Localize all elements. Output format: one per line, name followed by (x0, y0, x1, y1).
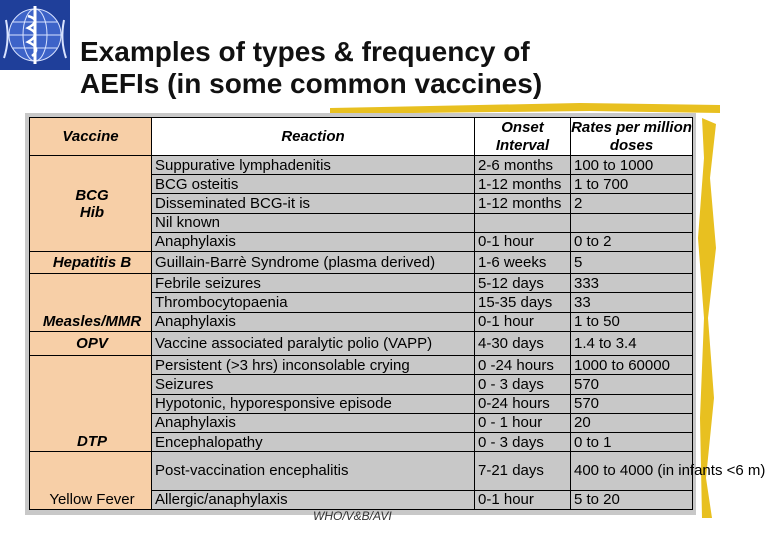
rate-cell: 20 (571, 413, 693, 432)
rate-cell: 5 (571, 252, 693, 274)
table-row (30, 356, 693, 375)
reaction-cell: Persistent (>3 hrs) inconsolable crying (152, 356, 475, 375)
table-row (30, 274, 693, 293)
vaccine-cell-hepatitis-b: Hepatitis B (30, 252, 152, 274)
vaccine-cell-measles-mmr (30, 274, 152, 332)
right-edge-decoration (696, 118, 720, 518)
rate-cell: 1000 to 60000 (571, 356, 693, 375)
vaccine-dtp: DTP (77, 433, 107, 451)
reaction-cell: Nil known (152, 213, 475, 232)
reaction-cell: Vaccine associated paralytic polio (VAPP) (152, 331, 475, 355)
onset-cell: 1-12 months (475, 194, 571, 213)
onset-cell: 5-12 days (475, 274, 571, 293)
reaction-cell: Guillain-Barrè Syndrome (plasma derived) (152, 252, 475, 274)
header-rates: Rates per million doses (571, 118, 692, 154)
rate-cell: 1 to 700 (571, 175, 693, 194)
reaction-cell: Suppurative lymphadenitis (152, 156, 475, 175)
rate-cell: 1.4 to 3.4 (571, 331, 693, 355)
title-line-1: Examples of types & frequency of (80, 36, 530, 67)
vaccine-cell-yellow-fever (30, 452, 152, 510)
reaction-cell: Post-vaccination encephalitis (152, 452, 475, 490)
onset-cell: 1-6 weeks (475, 252, 571, 274)
who-logo (0, 0, 70, 70)
onset-cell (475, 213, 571, 232)
reaction-cell: BCG osteitis (152, 175, 475, 194)
title-line-2: AEFIs (in some common vaccines) (80, 68, 543, 99)
reaction-cell: Anaphylaxis (152, 312, 475, 331)
rate-cell: 1 to 50 (571, 312, 693, 331)
vaccine-yellow-fever: Yellow Fever (49, 491, 135, 508)
vaccine-measles-mmr: Measles/MMR (42, 312, 142, 330)
reaction-cell: Disseminated BCG-it is (152, 194, 475, 213)
onset-cell: 15-35 days (475, 293, 571, 312)
reaction-cell: Seizures (152, 375, 475, 394)
onset-cell: 4-30 days (475, 331, 571, 355)
aefi-table (29, 117, 765, 510)
reaction-cell: Encephalopathy (152, 432, 475, 451)
table-row (30, 452, 693, 490)
rate-cell (571, 213, 693, 232)
vaccine-bcg: BCG (75, 186, 109, 204)
onset-cell: 0-1 hour (475, 312, 571, 331)
reaction-cell: Hypotonic, hyporesponsive episode (152, 394, 475, 413)
page-title (80, 36, 710, 100)
reaction-cell: Anaphylaxis (152, 232, 475, 251)
onset-cell: 1-12 months (475, 175, 571, 194)
vaccine-cell-dtp (30, 356, 152, 452)
onset-cell: 0-1 hour (475, 232, 571, 251)
vaccine-cell-opv: OPV (30, 331, 152, 355)
onset-cell: 7-21 days (475, 452, 571, 490)
reaction-cell: Anaphylaxis (152, 413, 475, 432)
rate-cell: 333 (571, 274, 693, 293)
rate-cell: 2 (571, 194, 693, 213)
onset-cell: 0-24 hours (475, 394, 571, 413)
vaccine-hib: Hib (79, 203, 105, 221)
reaction-cell: Thrombocytopaenia (152, 293, 475, 312)
rate-cell: 33 (571, 293, 693, 312)
rate-cell: 400 to 4000 (in infants <6 m) (571, 452, 693, 490)
rate-cell: 0 to 2 (571, 232, 693, 251)
table-row (30, 331, 693, 355)
onset-cell: 2-6 months (475, 156, 571, 175)
onset-cell: 0 -24 hours (475, 356, 571, 375)
header-vaccine: Vaccine (30, 118, 152, 156)
footer-source: WHO/V&B/AVI (313, 509, 392, 523)
onset-cell: 0 - 3 days (475, 432, 571, 451)
header-reaction: Reaction (152, 118, 475, 156)
vaccine-cell-bcg-hib (30, 156, 152, 252)
rate-cell: 570 (571, 394, 693, 413)
onset-cell: 0 - 3 days (475, 375, 571, 394)
rate-cell: 100 to 1000 (571, 156, 693, 175)
table-header-row (30, 118, 693, 156)
rate-cell: 0 to 1 (571, 432, 693, 451)
reaction-cell: Allergic/anaphylaxis (152, 490, 475, 509)
table-row (30, 252, 693, 274)
onset-cell: 0-1 hour (475, 490, 571, 509)
table-frame (25, 113, 765, 515)
onset-cell: 0 - 1 hour (475, 413, 571, 432)
rate-cell: 570 (571, 375, 693, 394)
header-onset: Onset Interval (475, 118, 571, 156)
reaction-cell: Febrile seizures (152, 274, 475, 293)
rate-cell: 5 to 20 (571, 490, 693, 509)
table-row (30, 156, 693, 175)
